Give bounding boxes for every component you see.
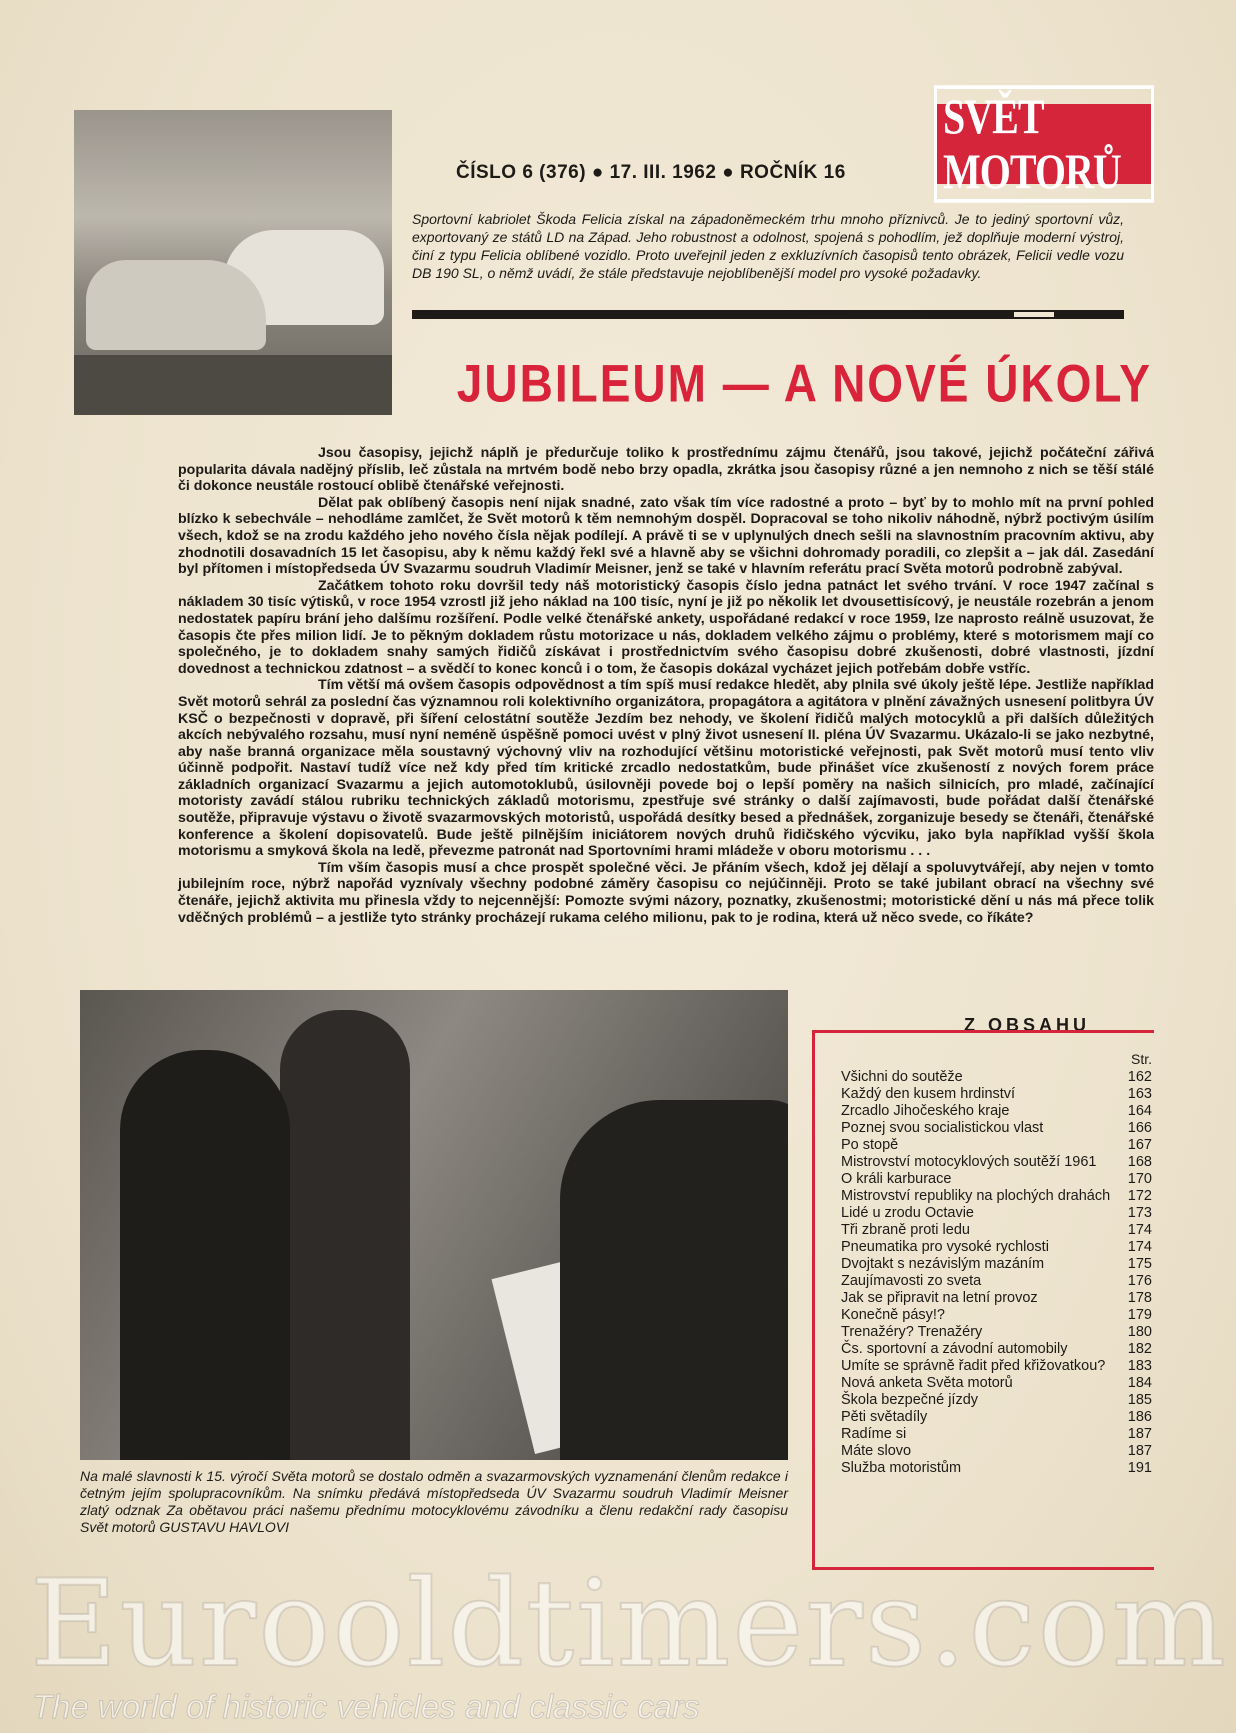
contents-heading: Z OBSAHU — [964, 1015, 1090, 1035]
issue-line: ČÍSLO 6 (376) ● 17. III. 1962 ● ROČNÍK 16 — [456, 162, 846, 183]
toc-page: 162 — [1127, 1069, 1152, 1085]
toc-page: 167 — [1127, 1137, 1152, 1153]
page-column-label: Str. — [1130, 1051, 1152, 1067]
toc-title: Dvojtakt s nezávislým mazáním — [841, 1256, 1045, 1272]
toc-page: 168 — [1127, 1154, 1152, 1170]
toc-title: Radíme si — [841, 1426, 907, 1442]
photo-ground — [74, 355, 392, 415]
car-db190sl — [86, 260, 266, 350]
photo-figure — [120, 1050, 290, 1460]
photo-figure — [280, 1010, 410, 1460]
toc-title: Každý den kusem hrdinství — [841, 1086, 1016, 1102]
toc-title: Zrcadlo Jihočeského kraje — [841, 1103, 1010, 1119]
toc-page: 172 — [1127, 1188, 1152, 1204]
toc-item — [841, 1086, 1154, 1103]
toc-page: 183 — [1127, 1358, 1152, 1374]
toc-item — [841, 1120, 1154, 1137]
article-paragraph: Začátkem tohoto roku dovršil tedy náš motoristický časopis číslo jedna patnáct let svého trvání. V roce 1947 začínal s nákladem 30 tisíc výtisků, v roce 1954 vzrostl již jeho náklad na 100 tisíc, nyní je již po několik let dvousettisícový, je neustále rozebrán a jenom nedostatek papíru brání jeho dalšímu rozšíření. Podle velké čtenářské ankety, uspořádané redakcí v roce 1959, lze naprosto reálně usuzovat, že časopis čte přes milion lidí. Je to pěkným dokladem růstu motorizace u nás, dokladem velkého zájmu o problémy, které s motorismem mají co společného, je to dokladem snahy samých řidičů získávat i prostřednictvím svého časopisu dobré zkušenosti, dobré vlastnosti, jízdní dovednost a technickou zdatnost – a svědčí to konec konců i o tom, že časopis dokázal vycházet jejich potřebám dobře vstříc. — [178, 577, 1154, 677]
toc-title: Služba motoristům — [841, 1460, 962, 1476]
watermark-site: Eurooldtimers.com — [30, 1555, 1228, 1694]
toc-page: 164 — [1127, 1103, 1152, 1119]
toc-page: 180 — [1127, 1324, 1152, 1340]
toc-item — [841, 1256, 1154, 1273]
toc-title: Všichni do soutěže — [841, 1069, 963, 1085]
article-paragraph: Dělat pak oblíbený časopis není nijak snadné, zato však tím více radostné a proto – byť by to mohlo mít na první pohled blízko k sebechvále – nehodláme zamlčet, že Svět motorů k těm nemnohým dospěl. Dopracoval se toho nikoliv náhodně, nýbrž poctivým úsilím všech, kdož se na zrodu každého jeho nového čísla nějak podílejí. A právě ti se v uplynulých dnech sešli na slavnostním pracovním aktivu, aby zhodnotili dosavadních 15 let časopisu, aby k němu každý řekl své a hlavně aby se všichni dohromady poradili, co zlepšit a – jak dál. Zasedání byl přítomen i místopředseda ÚV Svazarmu soudruh Vladimír Meisner, jenž se také v hlavním referátu prací Světa motorů podrobně zabýval. — [178, 494, 1154, 578]
toc-item — [841, 1375, 1154, 1392]
intro-text: Sportovní kabriolet Škoda Felicia získal na západoněmeckém trhu mnoho příznivců. Je to jediný sportovní vůz, exportovaný ze států LD na Západ. Jeho robustnost a odolnost, spojená s pohodlím, jež doplňuje moderní výstroj, činí z typu Felicia oblíbené vozidlo. Proto uveřejnil jeden z exkluzívních časopisů tento obrázek, Felicii vedle vozu DB 190 SL, o němž uvádí, že stále představuje nejoblíbenější model pro vysoké požadavky. — [412, 211, 1124, 281]
toc-page: 175 — [1127, 1256, 1152, 1272]
top-photo-cars — [74, 110, 392, 415]
toc-item — [841, 1409, 1154, 1426]
toc-page: 185 — [1127, 1392, 1152, 1408]
toc-page: 187 — [1127, 1426, 1152, 1442]
toc-page: 166 — [1127, 1120, 1152, 1136]
toc-title: Čs. sportovní a závodní automobily — [841, 1341, 1068, 1357]
toc-item — [841, 1069, 1154, 1086]
toc-item — [841, 1188, 1154, 1205]
toc-page: 187 — [1127, 1443, 1152, 1459]
toc-item — [841, 1239, 1154, 1256]
toc-item — [841, 1137, 1154, 1154]
toc-page: 186 — [1127, 1409, 1152, 1425]
toc-item — [841, 1426, 1154, 1443]
toc-title: Zaujímavosti zo sveta — [841, 1273, 982, 1289]
toc-page: 163 — [1127, 1086, 1152, 1102]
toc-title: Lidé u zrodu Octavie — [841, 1205, 974, 1221]
toc-item — [841, 1324, 1154, 1341]
toc-title: Nová anketa Světa motorů — [841, 1375, 1013, 1391]
toc-item — [841, 1171, 1154, 1188]
divider-rule — [412, 310, 1124, 319]
toc-item — [841, 1443, 1154, 1460]
toc-page: 184 — [1127, 1375, 1152, 1391]
toc-page: 182 — [1127, 1341, 1152, 1357]
toc-item — [841, 1290, 1154, 1307]
toc-item — [841, 1392, 1154, 1409]
toc-title: Poznej svou socialistickou vlast — [841, 1120, 1044, 1136]
toc-item — [841, 1273, 1154, 1290]
toc-page: 178 — [1127, 1290, 1152, 1306]
toc-title: Škola bezpečné jízdy — [841, 1392, 979, 1408]
toc-page: 174 — [1127, 1222, 1152, 1238]
magazine-logo — [934, 87, 1154, 199]
toc-page: 191 — [1127, 1460, 1152, 1476]
toc-item — [841, 1205, 1154, 1222]
toc-title: Mistrovství motocyklových soutěží 1961 — [841, 1154, 1097, 1170]
toc-title: Trenažéry? Trenažéry — [841, 1324, 983, 1340]
toc-item — [841, 1154, 1154, 1171]
toc-page: 170 — [1127, 1171, 1152, 1187]
toc-item — [841, 1460, 1154, 1477]
bottom-photo-ceremony — [80, 990, 788, 1460]
toc-page: 179 — [1127, 1307, 1152, 1323]
toc-item — [841, 1103, 1154, 1120]
toc-page: 173 — [1127, 1205, 1152, 1221]
toc-title: Tři zbraně proti ledu — [841, 1222, 970, 1238]
toc-title: Pěti světadíly — [841, 1409, 928, 1425]
toc-item — [841, 1358, 1154, 1375]
toc-title: Po stopě — [841, 1137, 899, 1153]
toc-title: Mistrovství republiky na plochých drahách — [841, 1188, 1111, 1204]
toc-page: 174 — [1127, 1239, 1152, 1255]
article-paragraph: Jsou časopisy, jejichž náplň je předurčuje toliko k prostřednímu zájmu čtenářů, jsou takové, jejichž počáteční zářivá popularita dávala nadějný příslib, leč zůstala na mrtvém bodě nebo brzy opadla, zkrátka jsou časopisy různé a jen nemnoho z nich se těší stálé či dokonce neustále rostoucí oblibě čtenářské veřejnosti. — [178, 445, 1154, 495]
toc-title: Konečně pásy!? — [841, 1307, 945, 1323]
headline: JUBILEUM — A NOVÉ ÚKOLY — [456, 353, 1152, 413]
toc-item — [841, 1222, 1154, 1239]
article-body — [178, 445, 1154, 926]
watermark-tagline: The world of historic vehicles and classic cars — [32, 1688, 700, 1725]
toc-title: Pneumatika pro vysoké rychlosti — [841, 1239, 1049, 1255]
article-paragraph: Tím větší má ovšem časopis odpovědnost a tím spíš musí redakce hledět, aby plnila své úkoly ještě lépe. Jestliže například Svět motorů sehrál za poslední čas významnou roli kolektivního organizátora, propagátora a agitátora v plnění závažných usnesení politbyra ÚV KSČ o bezpečnosti v dopravě, při šíření celostátní soutěže Jezdím bez nehody, ve školení řidičů malých motocyklů a při dalších důležitých akcích nebývalého rozsahu, musí nyní neméně úspěšně pomoci uvést v plný život usnesení II. pléna ÚV Svazarmu. Ukázalo-li se jako nezbytné, aby naše branná organizace měla soustavný výchovný vliv na rozhodující většinu motoristické veřejnosti, pak Svět motorů musí tento vliv účinně podpořit. Nastaví tudíž více než kdy před tím kritické zrcadlo nedostatkům, bude přinášet více zkušeností z nových forem práce základních organizací Svazarmu a jejich automotoklubů, úsilovněji povede boj o lepší poměry na našich silnicích, pro mladé, začínající motoristy zavádí stálou rubriku technických základů motorismu, zpestřuje své stránky o další zajímavosti, bude pořádat další čtenářské soutěže, připravuje výstavu o životě svazarmovských motoristů, uspořádá desítky besed a přednášek, zorganizuje besedy se čtenáři, čtenářské konference a školení dopisovatelů. Bude ještě pilnějším iniciátorem nových druhů řidičského výcviku, jako byla například vyšší škola motorismu a smyková škola na ledě, převezme patronát nad Sportovními hrami mládeže v oboru motorismu . . . — [178, 677, 1154, 860]
toc-item — [841, 1341, 1154, 1358]
toc-title: Umíte se správně řadit před křižovatkou? — [841, 1358, 1106, 1374]
toc-item — [841, 1307, 1154, 1324]
photo-figure — [560, 1100, 788, 1460]
toc-page: 176 — [1127, 1273, 1152, 1289]
table-of-contents — [812, 1030, 1154, 1570]
toc-title: O králi karburace — [841, 1171, 952, 1187]
toc-title: Jak se připravit na letní provoz — [841, 1290, 1038, 1306]
logo-text: SVĚT MOTORŮ — [934, 85, 1154, 203]
toc-title: Máte slovo — [841, 1443, 912, 1459]
article-paragraph: Tím vším časopis musí a chce prospět společné věci. Je přáním všech, kdož jej dělají a spoluvytvářejí, aby nejen v tomto jubilejním roce, nýbrž napořád vyznívaly všechny podobné záměry časopisu co nejúčinněji. Proto se také jubilant obrací na všechny své čtenáře, jejichž aktivita mu přinesla vždy to nejcennější: Pomozte svými názory, poznatky, zkušenostmi; motoristické dění u nás má přece tolik vděčných problémů – a jestliže tyto stránky procházejí rukama celého milionu, pak to je rodina, která už něco svede, co říkáte? — [178, 859, 1154, 926]
photo-caption: Na malé slavnosti k 15. výročí Světa motorů se dostalo odměn a svazarmovských vyznamenání členům redakce i četným jejím spolupracovníkům. Na snímku předává místopředseda ÚV Svazarmu soudruh Vladimír Meisner zlatý odznak Za obětavou práci našemu přednímu motocyklovému závodníku a členu redakční rady časopisu Svět motorů GUSTAVU HAVLOVI — [80, 1468, 788, 1535]
